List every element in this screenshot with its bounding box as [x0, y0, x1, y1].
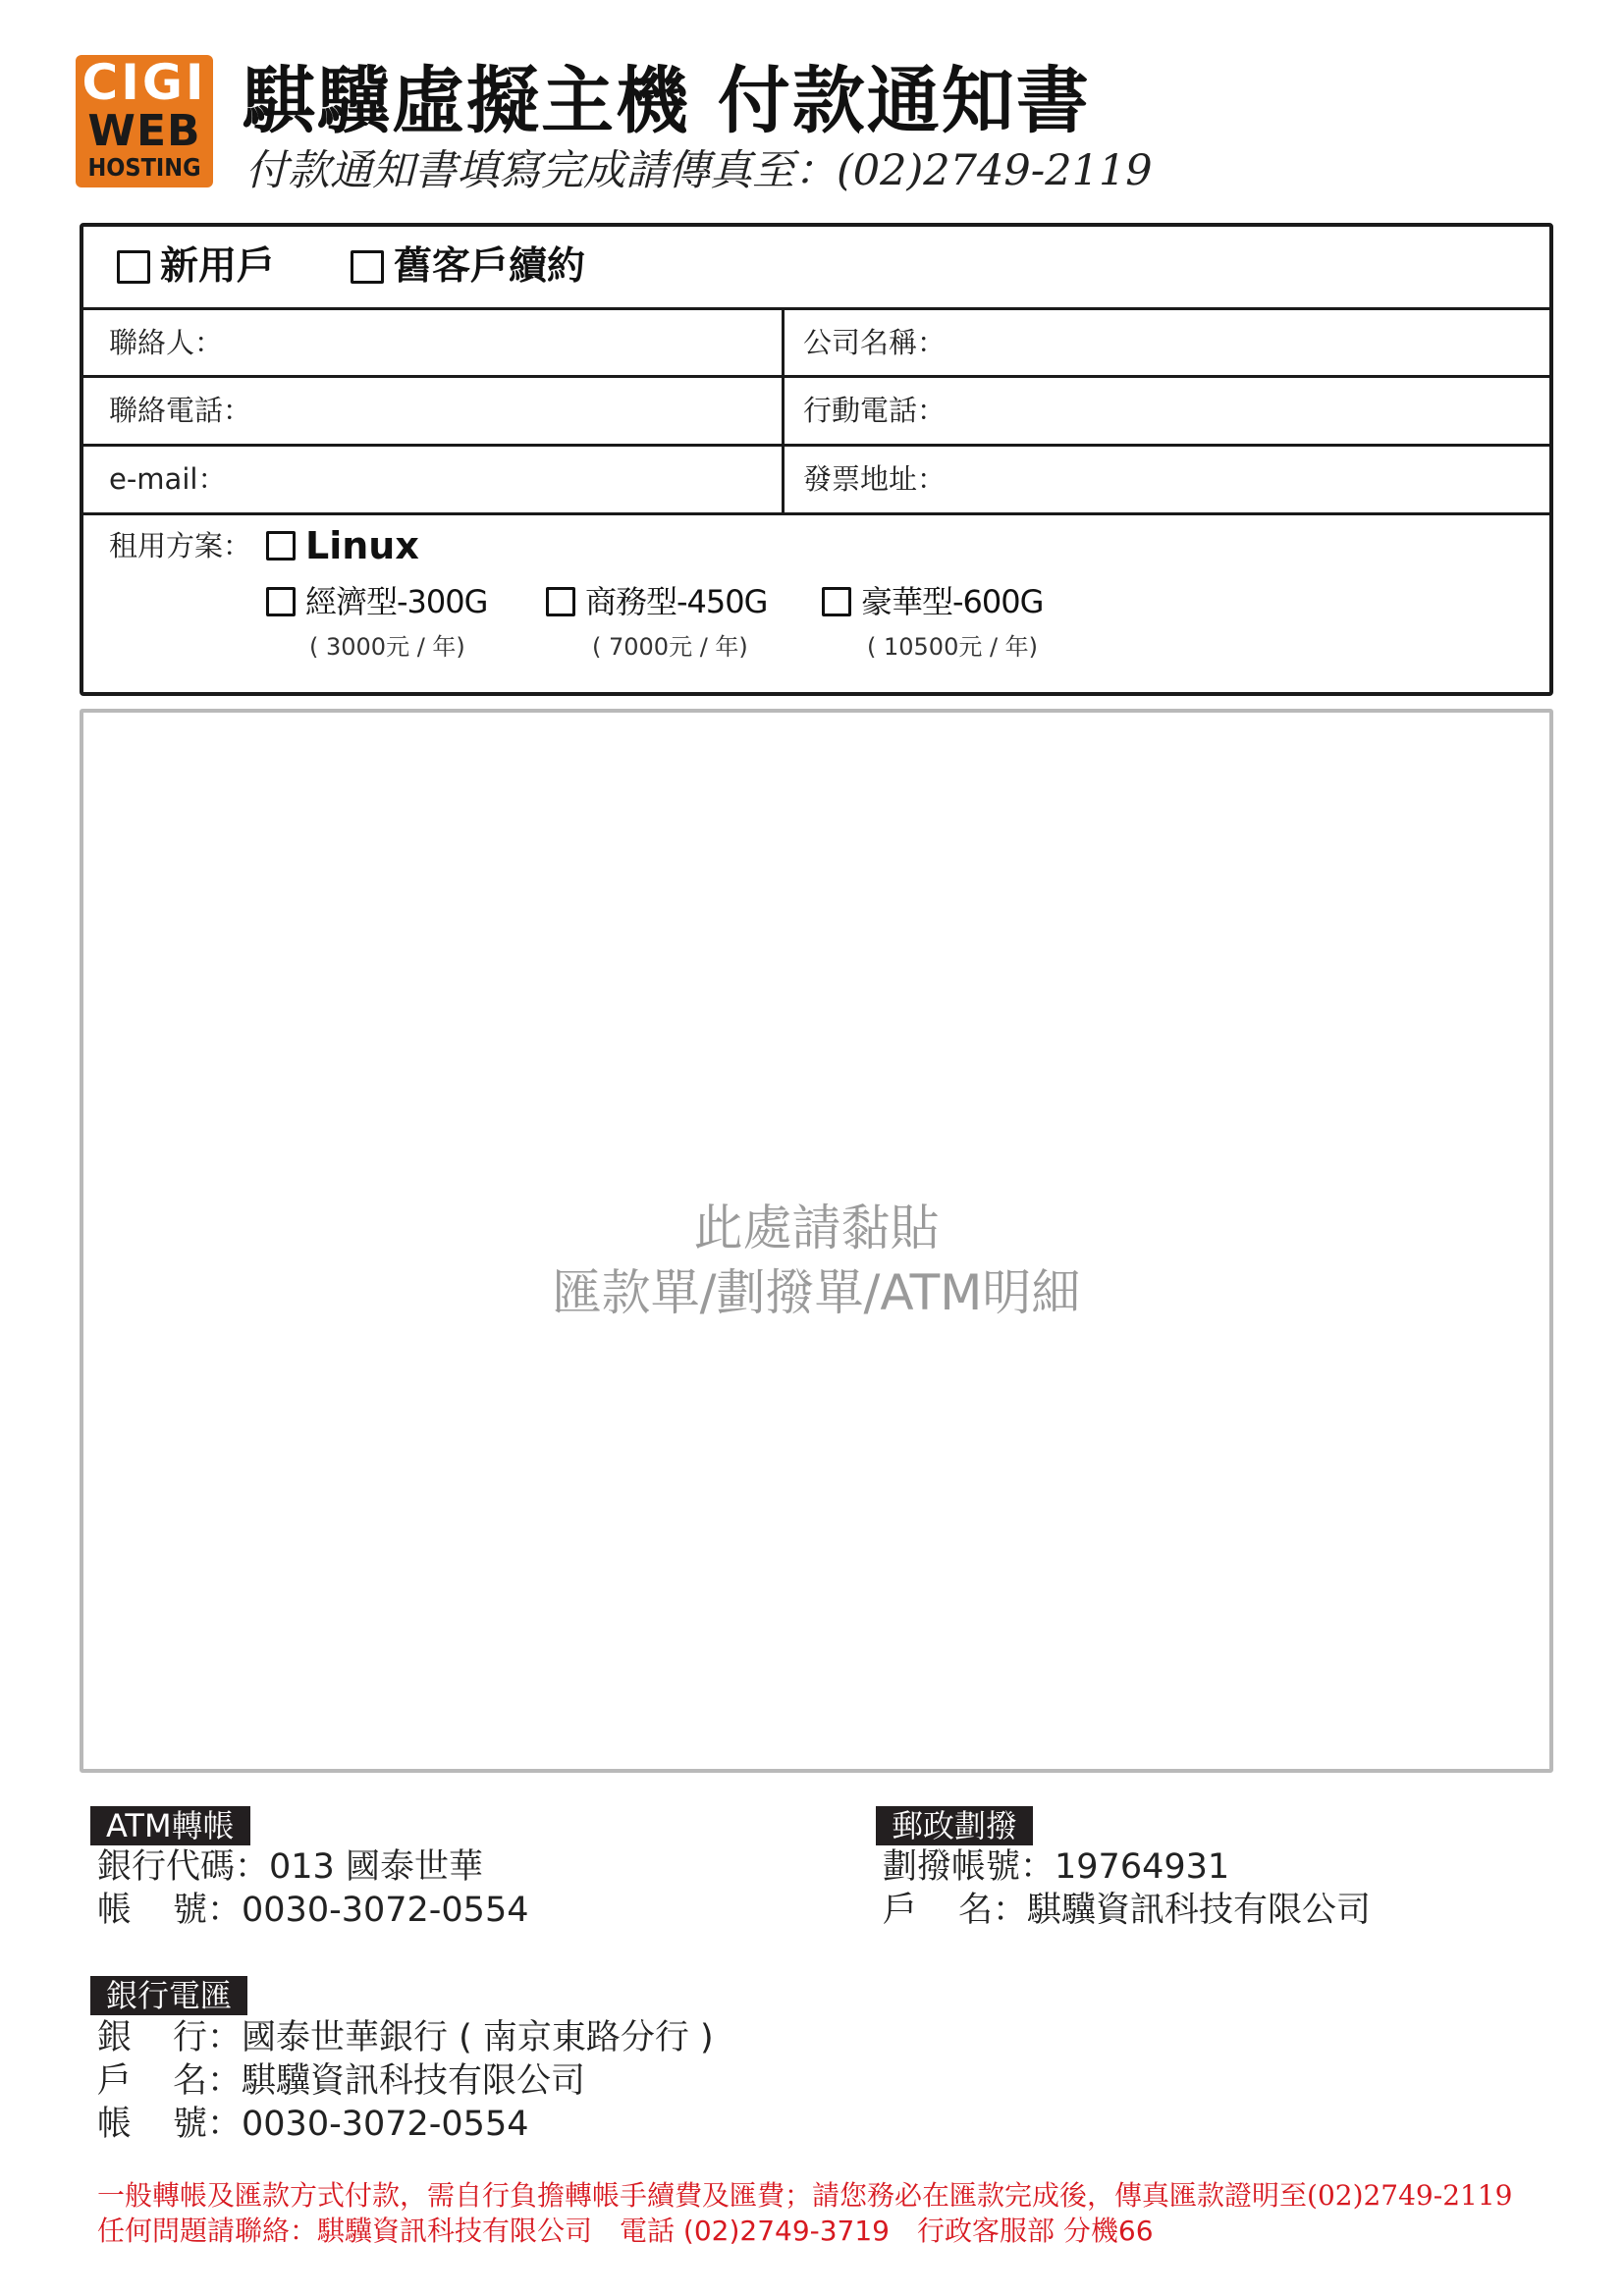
atm-transfer-tag: ATM轉帳 — [90, 1806, 250, 1845]
plan-label: 租用方案： — [109, 529, 252, 562]
postal-transfer-tag: 郵政劃撥 — [876, 1806, 1033, 1845]
divider — [83, 512, 1549, 515]
email-field[interactable]: e-mail： — [109, 462, 227, 496]
new-customer-checkbox[interactable] — [117, 250, 150, 284]
plan-economy-price: ( 3000元 / 年) — [309, 633, 465, 661]
renewal-label: 舊客戶續約 — [394, 244, 586, 289]
plan-deluxe-label: 豪華型-600G — [861, 583, 1044, 620]
wire-name-label: 戶名 — [97, 2061, 207, 2101]
atm-account-value: 0030-3072-0554 — [242, 1891, 529, 1930]
company-name-field[interactable]: 公司名稱： — [803, 326, 947, 359]
wire-name-value: 騏驥資訊科技有限公司 — [242, 2061, 586, 2101]
contact-person-field[interactable]: 聯絡人： — [109, 326, 224, 359]
postal-account-value: 19764931 — [1055, 1847, 1230, 1887]
postal-name: 戶名：騏驥資訊科技有限公司 — [883, 1891, 1372, 1930]
fee-notice-fax: (02)2749-2119 — [1307, 2179, 1513, 2212]
plan-deluxe-price: ( 10500元 / 年) — [867, 633, 1039, 661]
atm-bank-code-value: 013 國泰世華 — [269, 1847, 483, 1887]
receipt-paste-area — [80, 709, 1553, 1773]
wire-bank: 銀行：國泰世華銀行 ( 南京東路分行 ) — [97, 2018, 714, 2057]
renewal-option[interactable] — [351, 244, 585, 290]
company-logo — [76, 55, 213, 187]
postal-name-value: 騏驥資訊科技有限公司 — [1027, 1891, 1372, 1930]
page-title: 騏驥虛擬主機 付款通知書 — [243, 59, 1091, 143]
paste-instruction — [83, 1196, 1549, 1325]
plan-business-label: 商務型-450G — [585, 583, 768, 620]
plan-economy-checkbox[interactable] — [266, 587, 296, 616]
renewal-checkbox[interactable] — [351, 250, 384, 284]
divider — [83, 307, 1549, 310]
atm-account: 帳號：0030-3072-0554 — [97, 1891, 529, 1930]
postal-account — [883, 1845, 1229, 1889]
linux-checkbox[interactable] — [266, 531, 296, 561]
mobile-phone-field[interactable]: 行動電話： — [803, 394, 947, 427]
postal-name-label: 戶名 — [883, 1891, 993, 1930]
logo-text-web: WEB — [87, 106, 201, 156]
customer-form — [80, 223, 1553, 696]
new-customer-option[interactable] — [117, 244, 275, 290]
plan-business-price: ( 7000元 / 年) — [592, 633, 748, 661]
fax-instruction: 付款通知書填寫完成請傳真至：(02)2749-2119 — [245, 146, 1153, 195]
paste-instruction-line1: 此處請黏貼 — [693, 1200, 940, 1256]
atm-account-label: 帳號 — [97, 1891, 207, 1930]
plan-business-option[interactable] — [546, 582, 767, 621]
bank-wire-tag: 銀行電匯 — [90, 1976, 247, 2015]
logo-text-hosting: HOSTING — [87, 153, 201, 182]
plan-economy-option[interactable] — [266, 582, 487, 621]
fee-notice-text: 一般轉帳及匯款方式付款，需自行負擔轉帳手續費及匯費；請您務必在匯款完成後，傳真匯款證明至 — [97, 2179, 1308, 2212]
column-divider — [782, 307, 785, 515]
linux-label: Linux — [305, 524, 419, 567]
plan-economy-label: 經濟型-300G — [305, 583, 488, 620]
wire-account-label: 帳號 — [97, 2105, 207, 2144]
linux-option[interactable] — [266, 524, 419, 567]
divider — [83, 444, 1549, 447]
wire-account-value: 0030-3072-0554 — [242, 2105, 529, 2144]
divider — [83, 375, 1549, 378]
atm-bank-code — [97, 1845, 483, 1889]
contact-notice: 任何問題請聯絡：騏驥資訊科技有限公司 電話 (02)2749-3719 行政客服部 分機66 — [97, 2215, 1154, 2247]
postal-account-label: 劃撥帳號： — [883, 1847, 1056, 1887]
wire-account: 帳號：0030-3072-0554 — [97, 2105, 529, 2144]
plan-deluxe-checkbox[interactable] — [822, 587, 851, 616]
plan-business-checkbox[interactable] — [546, 587, 575, 616]
invoice-address-field[interactable]: 發票地址： — [803, 462, 947, 496]
customer-type-row — [83, 227, 1549, 307]
logo-text-cigi: CIGI — [81, 54, 207, 111]
wire-name: 戶名：騏驥資訊科技有限公司 — [97, 2061, 586, 2101]
wire-bank-value: 國泰世華銀行 ( 南京東路分行 ) — [242, 2018, 714, 2057]
wire-bank-label: 銀行 — [97, 2018, 207, 2057]
new-customer-label: 新用戶 — [160, 244, 276, 289]
paste-instruction-line2: 匯款單/劃撥單/ATM明細 — [552, 1264, 1081, 1321]
atm-bank-code-label: 銀行代碼： — [97, 1847, 270, 1887]
plan-deluxe-option[interactable] — [822, 582, 1043, 621]
fee-notice — [97, 2178, 1512, 2214]
contact-phone-field[interactable]: 聯絡電話： — [109, 394, 252, 427]
